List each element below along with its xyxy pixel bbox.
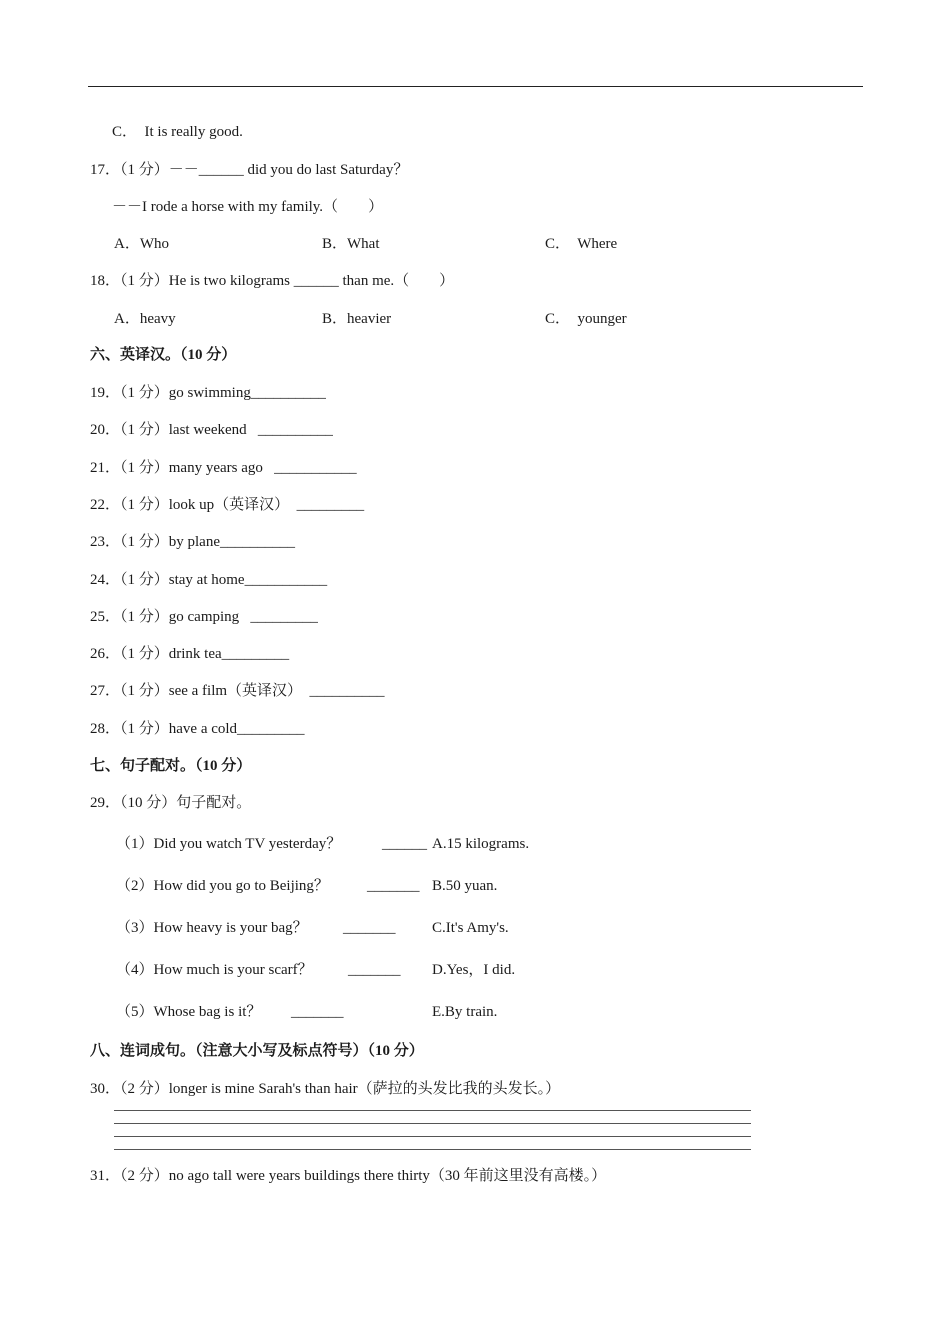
q30-answer-lines: [114, 1110, 751, 1162]
q29-stem: 29．（10 分）句子配对。: [90, 795, 252, 811]
section-7-heading: 七、句子配对。（10 分）: [90, 758, 252, 774]
q25: 25．（1 分）go camping _________: [90, 609, 318, 625]
q21: 21．（1 分）many years ago ___________: [90, 460, 357, 476]
q29-row-2-blank: _______: [367, 878, 420, 894]
q23: 23．（1 分）by plane__________: [90, 534, 295, 550]
q18-option-a: A．heavy: [114, 311, 176, 327]
q29-row-4-left: （4）How much is your scarf？: [116, 962, 313, 978]
q18-stem: 18．（1 分）He is two kilograms ______ than me.（ ）: [90, 273, 455, 289]
q29-row-4-blank: _______: [348, 962, 401, 978]
q29-row-2-left: （2）How did you go to Beijing？: [116, 878, 329, 894]
q16-option-c: C． It is really good.: [112, 124, 243, 140]
q29-row-1-left: （1）Did you watch TV yesterday？: [116, 836, 342, 852]
page-header-rule: [88, 86, 863, 87]
q28: 28．（1 分）have a cold_________: [90, 721, 305, 737]
q29-row-5-left: （5）Whose bag is it？: [116, 1004, 262, 1020]
answer-line: [114, 1136, 751, 1137]
q17-stem: 17．（1 分）－－______ did you do last Saturday？: [90, 162, 409, 178]
q29-row-5-blank: _______: [291, 1004, 344, 1020]
q29-row-3-left: （3）How heavy is your bag？: [116, 920, 308, 936]
q29-row-1-right: A.15 kilograms.: [432, 836, 530, 852]
q18-option-b: B．heavier: [322, 311, 392, 327]
q27: 27．（1 分）see a film（英译汉） __________: [90, 683, 385, 699]
section-8-heading: 八、连词成句。（注意大小写及标点符号）（10 分）: [90, 1043, 424, 1059]
q22: 22．（1 分）look up（英译汉） _________: [90, 497, 365, 513]
q19: 19．（1 分）go swimming__________: [90, 385, 326, 401]
q29-row-1-blank: ______: [382, 836, 427, 852]
q26: 26．（1 分）drink tea_________: [90, 646, 290, 662]
q17-reply: －－I rode a horse with my family.（ ）: [112, 199, 384, 215]
q29-row-3-blank: _______: [343, 920, 396, 936]
q29-row-3-right: C.It's Amy's.: [432, 920, 509, 936]
q31: 31．（2 分）no ago tall were years buildings there thirty（30 年前这里没有高楼。）: [90, 1168, 607, 1184]
answer-line: [114, 1123, 751, 1124]
q29-row-2-right: B.50 yuan.: [432, 878, 498, 894]
answer-line: [114, 1149, 751, 1150]
q18-option-c: C． younger: [545, 311, 627, 327]
q29-row-4-right: D.Yes，I did.: [432, 962, 516, 978]
section-6-heading: 六、英译汉。（10 分）: [90, 347, 237, 363]
q17-option-a: A．Who: [114, 236, 169, 252]
q17-option-b: B．What: [322, 236, 380, 252]
q29-row-5-right: E.By train.: [432, 1004, 498, 1020]
q30: 30．（2 分）longer is mine Sarah's than hair（萨拉的头发比我的头发长。）: [90, 1081, 561, 1097]
q20: 20．（1 分）last weekend __________: [90, 422, 333, 438]
answer-line: [114, 1110, 751, 1111]
q17-option-c: C． Where: [545, 236, 618, 252]
q24: 24．（1 分）stay at home___________: [90, 572, 328, 588]
